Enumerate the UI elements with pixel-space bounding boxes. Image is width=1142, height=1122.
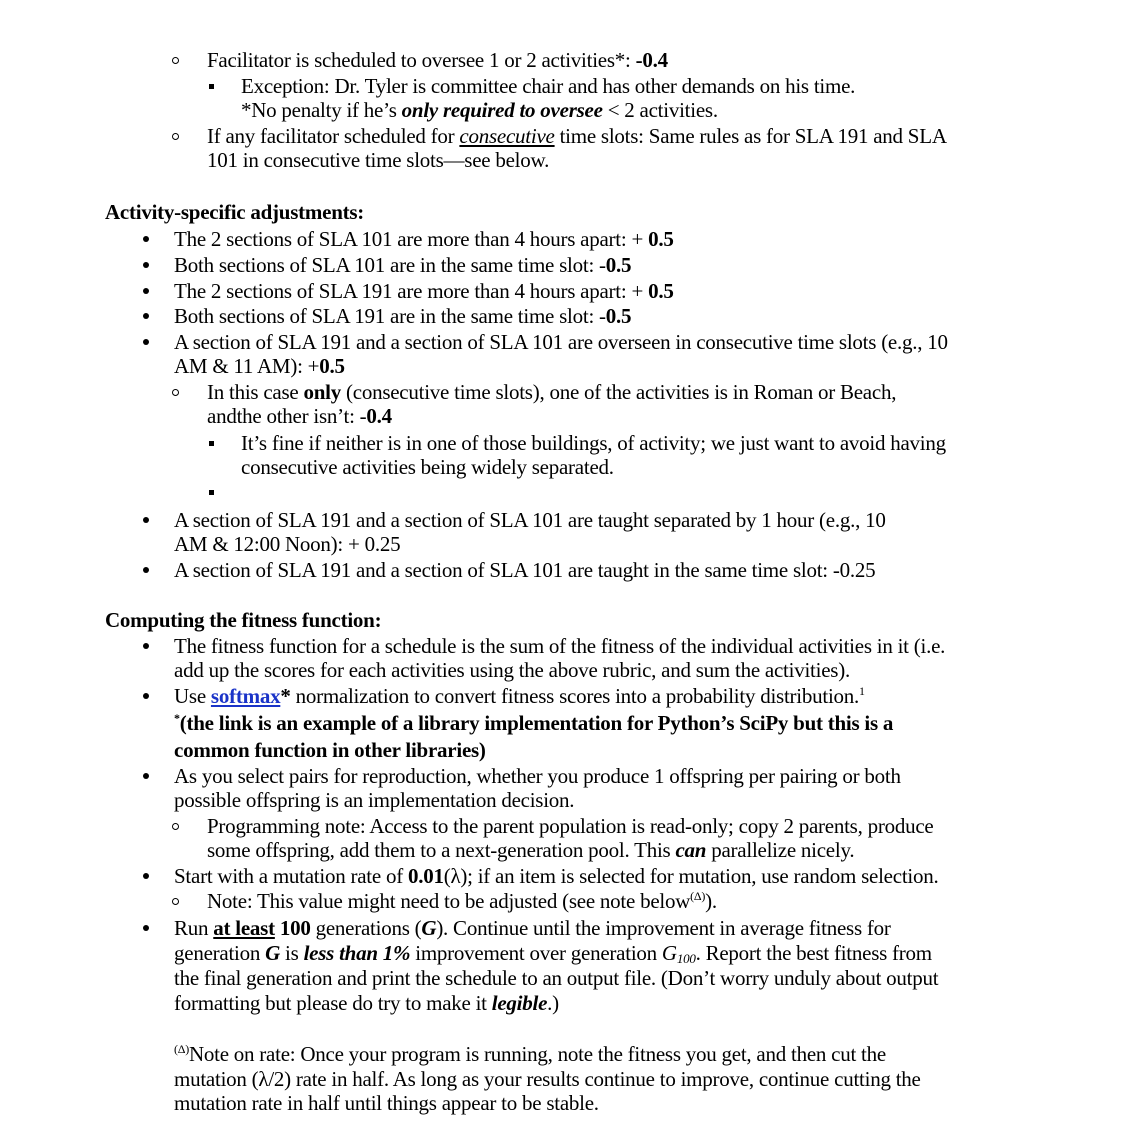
rate-note: Note: This value might need to be adjusted (see note below$^{(\Delta)}$).	[207, 889, 717, 913]
fitness-item-5-line-2: generation G is less than 1% improvement over generation $G_{100}$. Report the best fitness from	[174, 941, 932, 966]
disc-bullet	[143, 236, 149, 242]
softmax-note: *(the link is an example of a library implementation for Python’s SciPy but this is a	[174, 711, 894, 735]
buildings-note-cont: consecutive activities being widely separated.	[241, 455, 614, 479]
score: -0.4	[635, 48, 668, 72]
softmax-note-cont: common function in other libraries)	[174, 738, 486, 762]
activity-rule-2: Both sections of SLA 101 are in the same time slot: -0.5	[174, 253, 632, 277]
fitness-item-1: The fitness function for a schedule is the sum of the fitness of the individual activities in it (i.e.	[174, 634, 946, 658]
fitness-item-5-line-3: the final generation and print the schedule to an output file. (Don’t worry unduly about output	[174, 966, 939, 990]
activity-rule-4: Both sections of SLA 191 are in the same time slot: -0.5	[174, 304, 632, 328]
activity-rule-7: A section of SLA 191 and a section of SLA 101 are taught in the same time slot: -0.25	[174, 558, 876, 582]
roman-beach-rule-cont: andthe other isn’t: -0.4	[207, 404, 392, 428]
activity-rule-6: A section of SLA 191 and a section of SLA 101 are taught separated by 1 hour (e.g., 10	[174, 508, 886, 532]
activity-heading: Activity-specific adjustments:	[105, 200, 365, 224]
activity-rule-5: A section of SLA 191 and a section of SLA 101 are overseen in consecutive time slots (e.g., 10	[174, 330, 948, 354]
fitness-item-3-cont: possible offspring is an implementation decision.	[174, 788, 575, 812]
disc-bullet	[143, 643, 149, 649]
fitness-item-4: Start with a mutation rate of 0.01(λ); if an item is selected for mutation, use random selection.	[174, 864, 939, 888]
facilitator-load-rule: Facilitator is scheduled to oversee 1 or 2 activities*: -0.4	[207, 48, 668, 72]
activity-rule-5-cont: AM & 11 AM): +0.5	[174, 354, 345, 378]
activity-rule-1: The 2 sections of SLA 101 are more than 4 hours apart: + 0.5	[174, 227, 674, 251]
circle-bullet	[172, 133, 179, 140]
circle-bullet	[172, 898, 179, 905]
consecutive-rule-cont: 101 in consecutive time slots—see below.	[207, 148, 550, 172]
disc-bullet	[143, 517, 149, 523]
roman-beach-rule: In this case only (consecutive time slots), one of the activities is in Roman or Beach,	[207, 380, 897, 404]
activity-rule-3: The 2 sections of SLA 191 are more than 4 hours apart: + 0.5	[174, 279, 674, 303]
circle-bullet	[172, 389, 179, 396]
square-bullet	[209, 441, 214, 446]
fitness-item-1-cont: add up the scores for each activities using the above rubric, and sum the activities).	[174, 658, 850, 682]
disc-bullet	[143, 262, 149, 268]
activity-rule-6-cont: AM & 12:00 Noon): + 0.25	[174, 532, 401, 556]
fitness-item-2: Use softmax* normalization to convert fitness scores into a probability distribution.$^1$	[174, 684, 865, 708]
disc-bullet	[143, 339, 149, 345]
buildings-note: It’s fine if neither is in one of those buildings, of activity; we just want to avoid having	[241, 431, 946, 455]
mutation-rate-note: $^{(\Delta)}$Note on rate: Once your program is running, note the fitness you get, and then cut the	[174, 1042, 886, 1066]
fitness-item-5: Run at least 100 generations (G). Continue until the improvement in average fitness for	[174, 916, 891, 940]
programming-note: Programming note: Access to the parent population is read-only; copy 2 parents, produce	[207, 814, 934, 838]
disc-bullet	[143, 313, 149, 319]
programming-note-cont: some offspring, add them to a next-generation pool. This can parallelize nicely.	[207, 838, 855, 862]
consecutive-rule: If any facilitator scheduled for consecutive time slots: Same rules as for SLA 191 and SLA	[207, 124, 947, 148]
no-penalty-note: *No penalty if he’s only required to oversee < 2 activities.	[241, 98, 718, 122]
disc-bullet	[143, 567, 149, 573]
square-bullet	[209, 84, 214, 89]
fitness-item-3: As you select pairs for reproduction, whether you produce 1 offspring per pairing or both	[174, 764, 901, 788]
mutation-rate-note-cont: mutation (λ/2) rate in half. As long as your results continue to improve, continue cutting the	[174, 1067, 921, 1091]
disc-bullet	[143, 288, 149, 294]
circle-bullet	[172, 823, 179, 830]
exception-text: Exception: Dr. Tyler is committee chair and has other demands on his time.	[241, 74, 856, 98]
disc-bullet	[143, 693, 149, 699]
square-bullet-empty	[209, 490, 214, 495]
fitness-item-5-line-4: formatting but please do try to make it legible.)	[174, 991, 559, 1015]
disc-bullet	[143, 925, 149, 931]
disc-bullet	[143, 773, 149, 779]
softmax-link[interactable]: softmax	[210, 684, 281, 708]
circle-bullet	[172, 57, 179, 64]
disc-bullet	[143, 873, 149, 879]
mutation-rate-note-end: mutation rate in half until things appear to be stable.	[174, 1091, 599, 1115]
fitness-heading: Computing the fitness function:	[105, 608, 382, 632]
